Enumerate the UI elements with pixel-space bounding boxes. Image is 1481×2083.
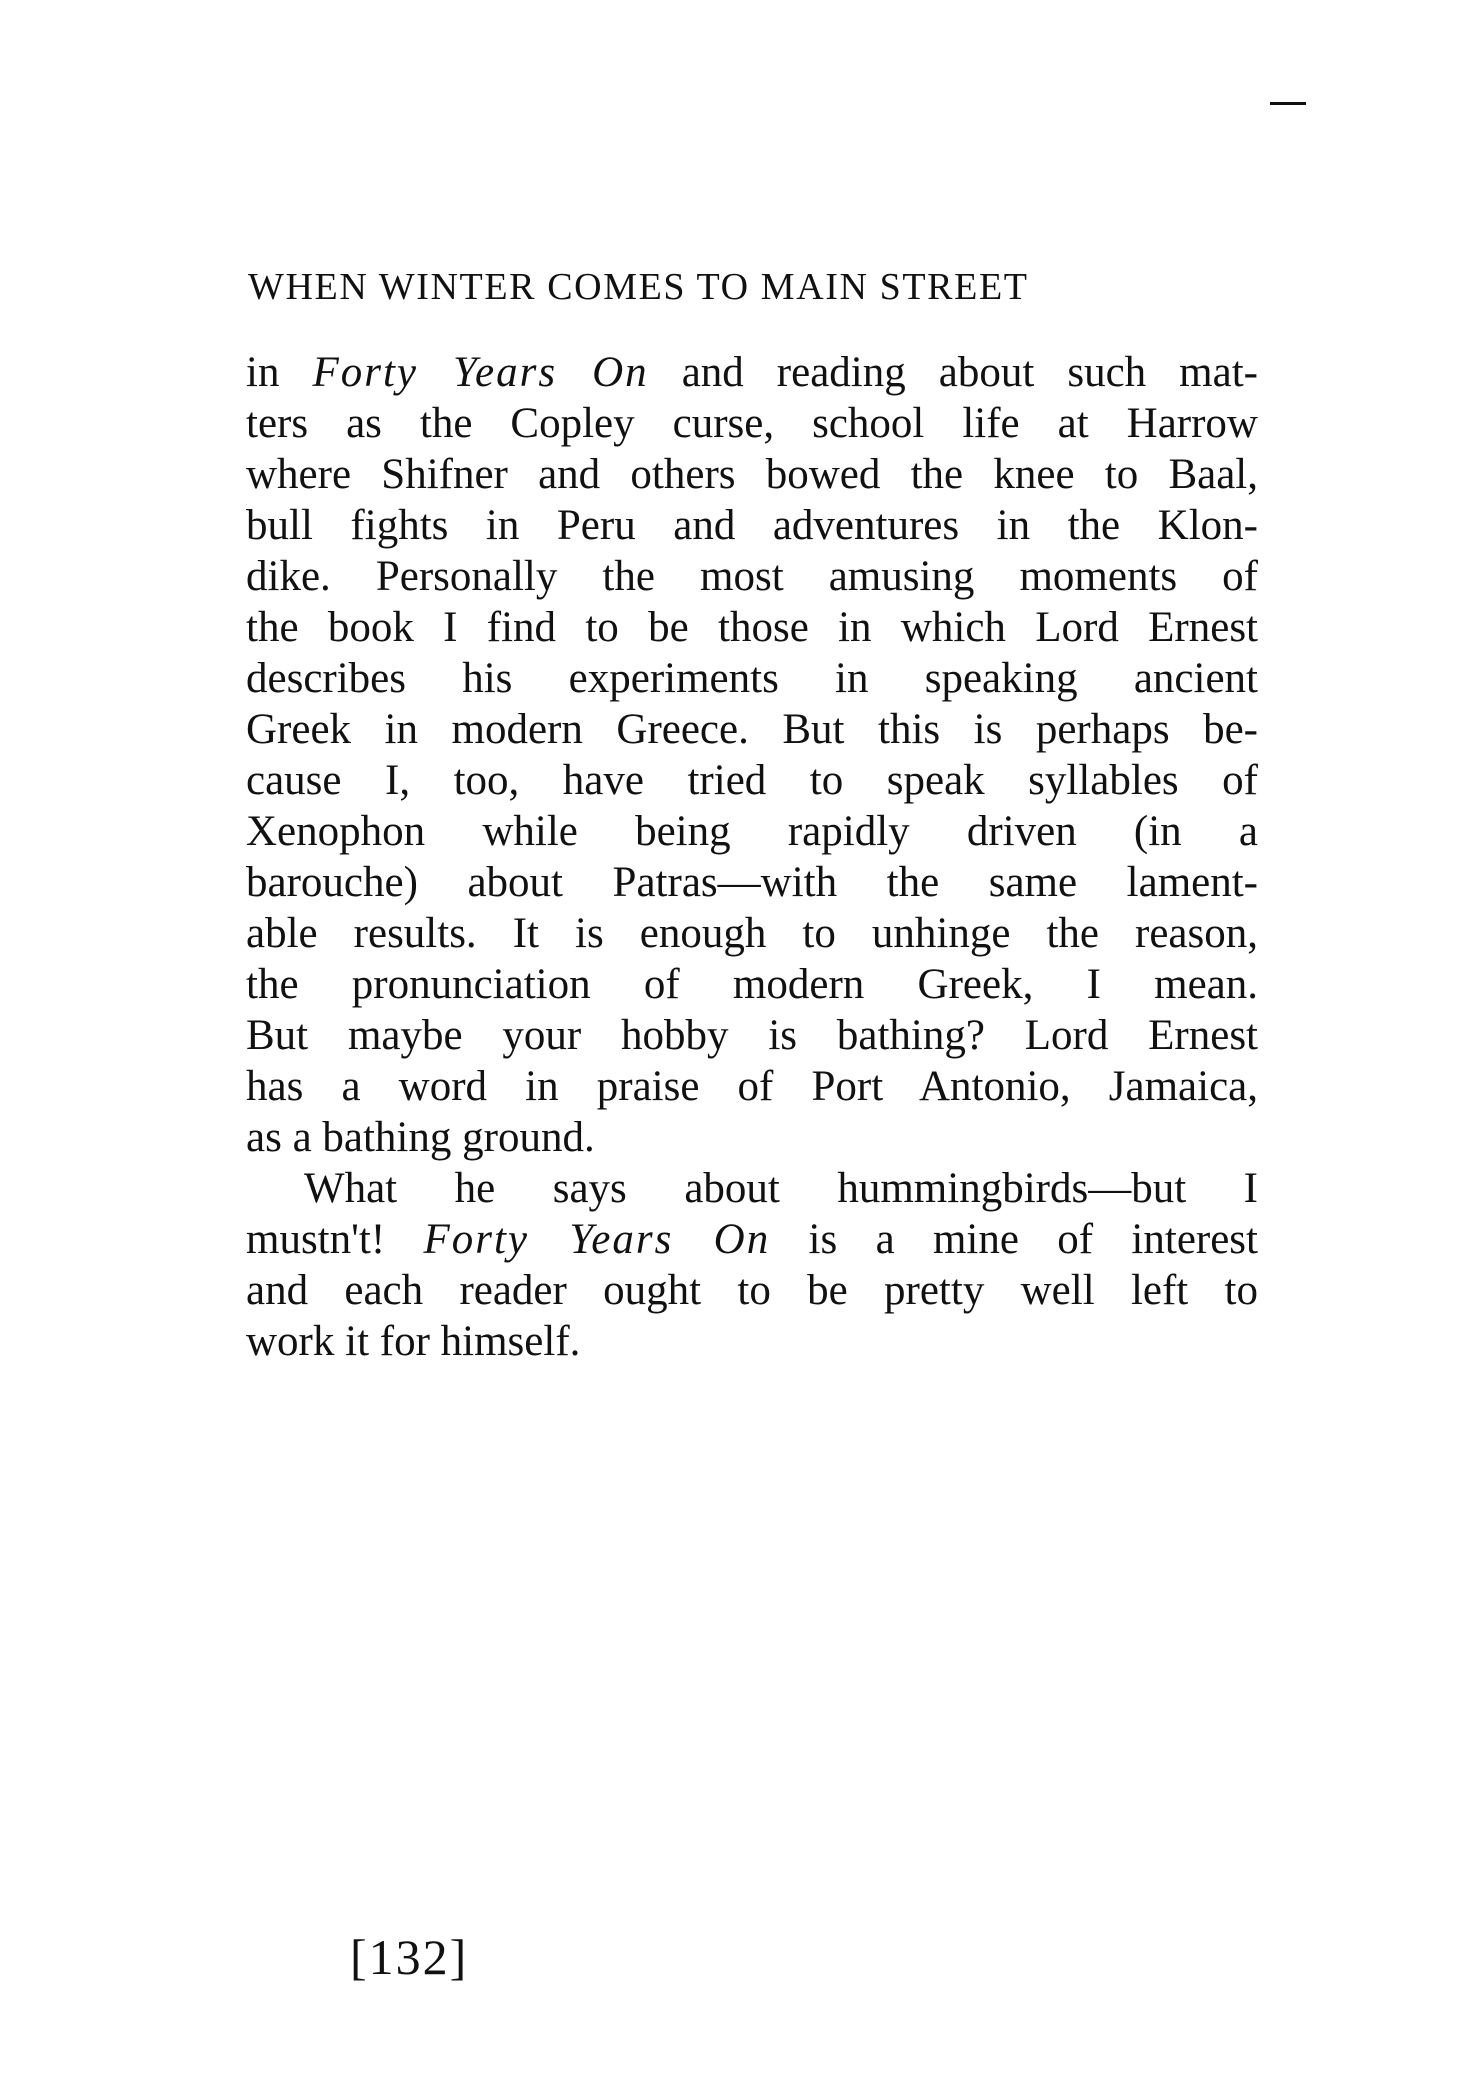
page-number: [132] xyxy=(350,1929,469,1985)
text-line: What he says about hummingbirds—but I xyxy=(304,1165,1258,1212)
text-line: work it for himself. xyxy=(246,1318,581,1365)
text-line: in Forty Years On and reading about such mat- xyxy=(246,349,1258,396)
paragraph-1 xyxy=(246,347,1258,1163)
text-line: as a bathing ground. xyxy=(246,1114,595,1161)
text-line: has a word in praise of Port Antonio, Jamaica, xyxy=(246,1063,1258,1110)
text-line: bull fights in Peru and adventures in the Klon- xyxy=(246,502,1258,549)
text-line: Greek in modern Greece. But this is perhaps be- xyxy=(246,706,1258,753)
text-line: dike. Personally the most amusing moments of xyxy=(246,553,1258,600)
text-line: But maybe your hobby is bathing? Lord Ernest xyxy=(246,1012,1258,1059)
text-line: cause I, too, have tried to speak syllables of xyxy=(246,757,1258,804)
corner-rule-mark xyxy=(1270,102,1306,105)
paragraph-2 xyxy=(246,1163,1258,1367)
text-line: describes his experiments in speaking ancient xyxy=(246,655,1258,702)
text-line: the book I find to be those in which Lord Ernest xyxy=(246,604,1258,651)
text-line: mustn't! Forty Years On is a mine of interest xyxy=(246,1216,1258,1263)
text-line: where Shifner and others bowed the knee to Baal, xyxy=(246,451,1258,498)
text-line: able results. It is enough to unhinge the reason, xyxy=(246,910,1258,957)
body-text xyxy=(246,347,1258,1367)
running-head: WHEN WINTER COMES TO MAIN STREET xyxy=(248,266,1029,308)
text-line: ters as the Copley curse, school life at Harrow xyxy=(246,400,1258,447)
text-line: barouche) about Patras—with the same lament- xyxy=(246,859,1258,906)
text-line: Xenophon while being rapidly driven (in a xyxy=(246,808,1258,855)
text-line: the pronunciation of modern Greek, I mean. xyxy=(246,961,1258,1008)
text-line: and each reader ought to be pretty well left to xyxy=(246,1267,1258,1314)
book-title-italic: Forty Years On xyxy=(423,1216,771,1263)
book-title-italic: Forty Years On xyxy=(312,349,649,396)
